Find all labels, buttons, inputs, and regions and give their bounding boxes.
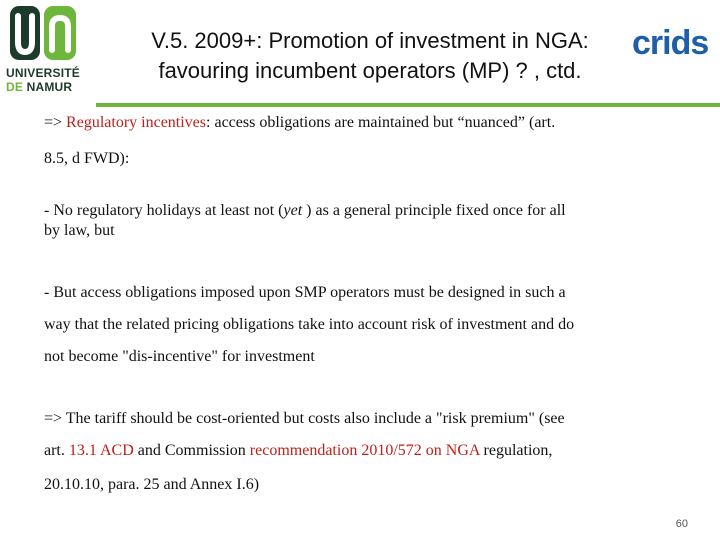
paragraph-4-mid: and Commission bbox=[133, 442, 250, 459]
paragraph-4-line-2 bbox=[44, 442, 552, 460]
paragraph-4-art: art. bbox=[44, 442, 69, 459]
logo-namur-label bbox=[6, 80, 72, 94]
paragraph-4-line-1: => The tariff should be cost-oriented but costs also include a "risk premium" (see bbox=[44, 410, 565, 427]
paragraph-1-line-2: 8.5, d FWD): bbox=[44, 150, 130, 167]
crids-logo-i: i bbox=[662, 24, 671, 62]
header-divider bbox=[96, 103, 720, 107]
page-number: 60 bbox=[675, 518, 688, 530]
crids-logo bbox=[632, 24, 708, 63]
paragraph-2-line-1 bbox=[44, 202, 566, 220]
slide-title-line-2: favouring incumbent operators (MP) ? , ctd. bbox=[158, 58, 582, 83]
paragraph-3-line-1: - But access obligations imposed upon SMP operators must be designed in such a bbox=[44, 284, 566, 301]
logo-university-label: UNIVERSITÉ bbox=[6, 66, 81, 80]
paragraph-1-rest: : access obligations are maintained but “nuanced” (art. bbox=[206, 114, 556, 131]
crids-logo-ds: ds bbox=[670, 24, 709, 62]
nga-recommendation-reference: recommendation 2010/572 on NGA bbox=[249, 442, 480, 459]
paragraph-3-line-3: not become "dis-incentive" for investment bbox=[44, 348, 315, 365]
paragraph-4-post: regulation, bbox=[479, 442, 553, 459]
university-emblem-icon bbox=[10, 6, 76, 60]
logo-name-label: NAMUR bbox=[26, 80, 73, 94]
arrow-marker: => bbox=[44, 114, 67, 131]
crids-logo-cr: cr bbox=[632, 24, 663, 62]
regulatory-incentives-term: Regulatory incentives bbox=[66, 114, 207, 131]
acd-reference: 13.1 ACD bbox=[68, 442, 134, 459]
paragraph-1-line-1 bbox=[44, 114, 555, 132]
universite-de-namur-logo bbox=[6, 6, 84, 100]
paragraph-4-line-3: 20.10.10, para. 25 and Annex I.6) bbox=[44, 476, 260, 493]
paragraph-2-pre: - No regulatory holidays at least not ( bbox=[44, 202, 284, 219]
yet-italic: yet bbox=[283, 202, 303, 219]
logo-de-label: DE bbox=[6, 80, 24, 94]
slide-title-line-1: V.5. 2009+: Promotion of investment in NGA: bbox=[151, 28, 589, 53]
slide-title bbox=[96, 26, 644, 86]
paragraph-2-post: ) as a general principle fixed once for all bbox=[302, 202, 566, 219]
paragraph-3-line-2: way that the related pricing obligations take into account risk of investment and do bbox=[44, 316, 575, 333]
paragraph-2-line-2: by law, but bbox=[44, 222, 115, 239]
